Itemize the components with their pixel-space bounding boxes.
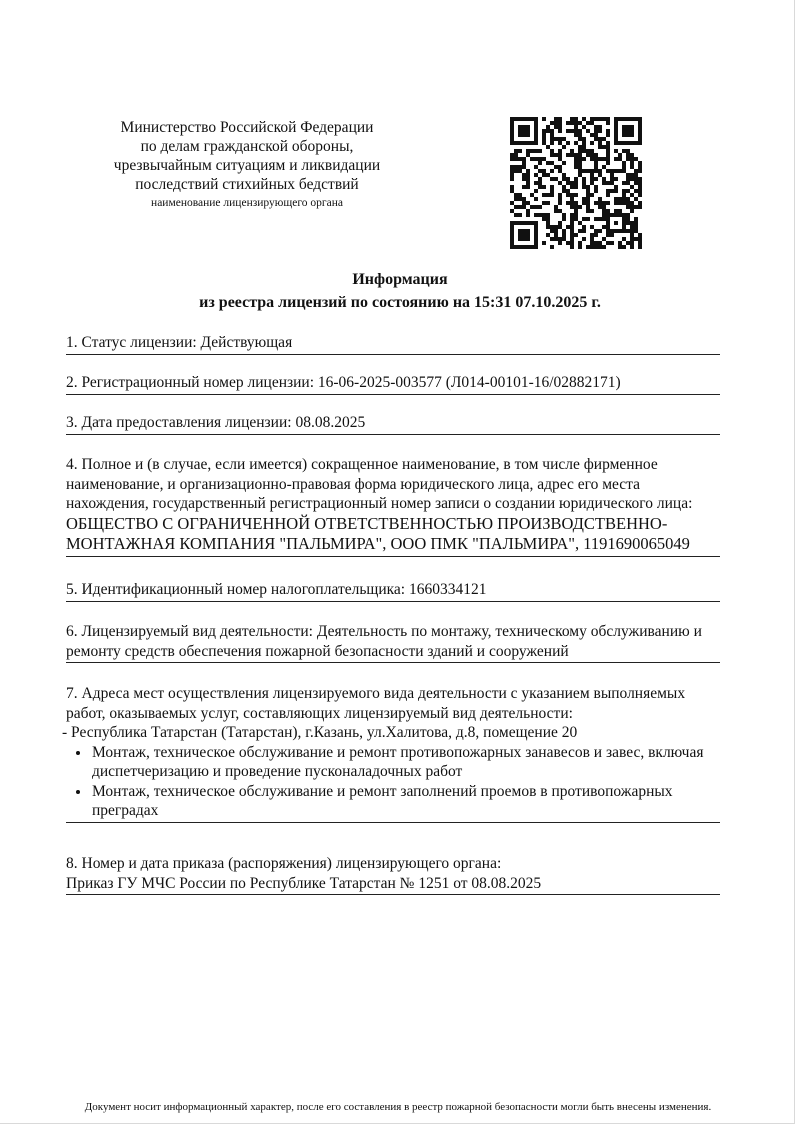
list-item: • Монтаж, техническое обслуживание и ремонт заполнений проемов в противопожарных преградах xyxy=(91,782,720,821)
order-info xyxy=(66,854,720,895)
works-list xyxy=(66,743,720,821)
licensee-inn: 5. Идентификационный номер налогоплательщика: 1660334121 xyxy=(66,580,720,602)
order-label: 8. Номер и дата приказа (распоряжения) лицензирующего органа: xyxy=(66,855,502,872)
licensee-name-value: ОБЩЕСТВО С ОГРАНИЧЕННОЙ ОТВЕТСТВЕННОСТЬЮ ПРОИЗВОДСТВЕННО-МОНТАЖНАЯ КОМПАНИЯ "ПАЛЬМИРА", ООО ПМК "ПАЛЬМИРА", 1191690065049 xyxy=(66,513,690,553)
licensee-name xyxy=(66,455,720,557)
authority-line: чрезвычайным ситуациям и ликвидации xyxy=(113,157,381,174)
authority-line: Министерство Российской Федерации xyxy=(120,119,374,136)
activity-addresses xyxy=(62,684,720,823)
licensing-authority xyxy=(88,118,406,211)
addresses-label: 7. Адреса мест осуществления лицензируемого вида деятельности с указанием выполняемых работ, оказываемых услуг, составляющих лицензируемый вид деятельности: xyxy=(66,685,686,722)
authority-caption: наименование лицензирующего органа xyxy=(151,197,343,209)
title-heading: Информация xyxy=(352,271,448,288)
disclaimer-footer: Документ носит информационный характер, после его составления в реестр пожарной безопасности могли быть внесены изменения. xyxy=(84,1101,712,1113)
license-status: 1. Статус лицензии: Действующая xyxy=(66,333,720,355)
document-title xyxy=(100,268,700,314)
list-item: • Монтаж, техническое обслуживание и ремонт противопожарных занавесов и завес, включая диспетчеризацию и проведение пусконаладочных работ xyxy=(91,743,720,782)
address-line: - Республика Татарстан (Татарстан), г.Казань, ул.Халитова, д.8, помещение 20 xyxy=(62,724,578,741)
authority-line: по делам гражданской обороны, xyxy=(140,138,354,155)
licensed-activity: 6. Лицензируемый вид деятельности: Деятельность по монтажу, техническому обслуживанию и ремонту средств обеспечения пожарной безопасности зданий и сооружений xyxy=(66,622,720,663)
license-date: 3. Дата предоставления лицензии: 08.08.2025 xyxy=(66,413,720,435)
license-reg-number: 2. Регистрационный номер лицензии: 16-06-2025-003577 (Л014-00101-16/02882171) xyxy=(66,373,720,395)
authority-line: последствий стихийных бедствий xyxy=(135,176,359,193)
licensee-name-label: 4. Полное и (в случае, если имеется) сокращенное наименование, в том числе фирменное наименование, и организационно-правовая форма юридического лица, адрес его места нахождения, государственный регистрационный номер записи о создании юридического лица: xyxy=(66,456,693,512)
title-subheading: из реестра лицензий по состоянию на 15:31 07.10.2025 г. xyxy=(199,294,601,311)
order-value: Приказ ГУ МЧС России по Республике Татарстан № 1251 от 08.08.2025 xyxy=(66,874,542,892)
qr-code xyxy=(510,117,642,249)
